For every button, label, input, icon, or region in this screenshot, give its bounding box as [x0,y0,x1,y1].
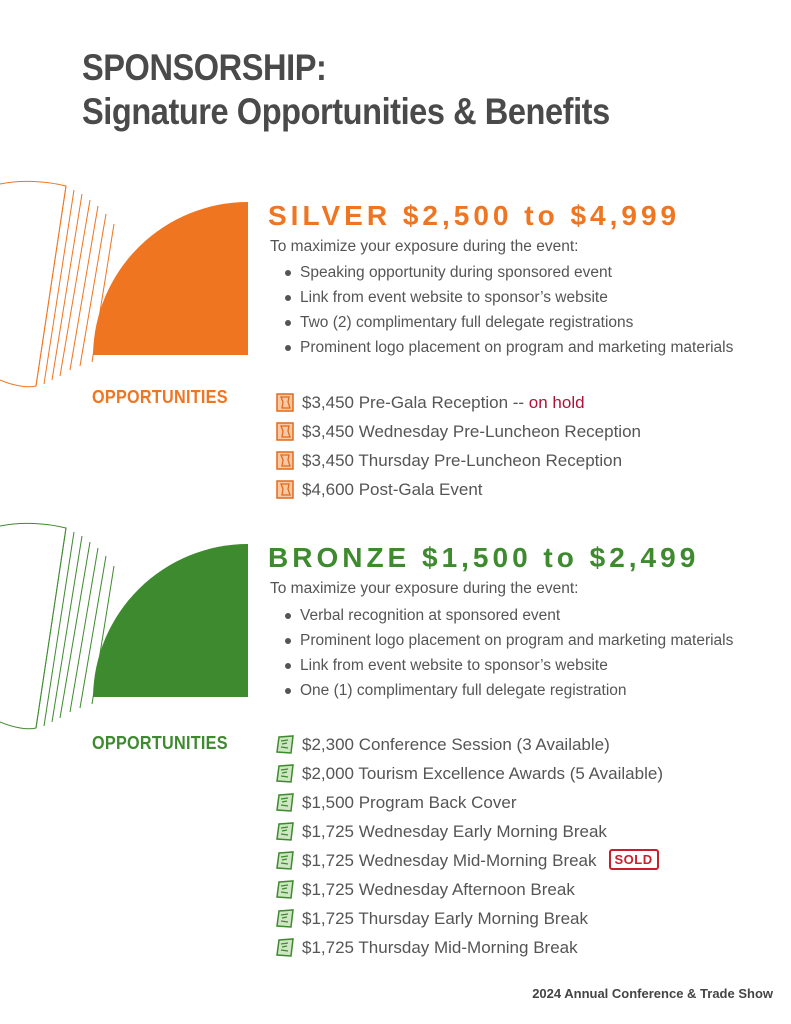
list-item: $2,000 Tourism Excellence Awards (5 Available) [274,759,663,788]
green-ticket-icon [276,793,294,812]
green-ticket-icon [276,822,294,841]
sold-stamp: SOLD [609,849,659,870]
orange-ticket-icon [276,422,294,441]
bullet-icon [285,613,291,619]
list-item: $4,600 Post-Gala Event [274,475,641,504]
page-title [82,46,610,134]
list-item: Link from event website to sponsor’s website [284,285,733,310]
on-hold-status: on hold [528,393,585,412]
list-item: $1,500 Program Back Cover [274,788,663,817]
bullet-icon [285,320,291,326]
list-item: $1,725 Thursday Mid-Morning Break [274,933,663,962]
bullet-icon [285,688,291,694]
list-item: $2,300 Conference Session (3 Available) [274,730,663,759]
bullet-icon [285,345,291,351]
orange-ticket-icon [276,480,294,499]
bullet-icon [285,270,291,276]
green-ticket-icon [276,909,294,928]
list-item: Two (2) complimentary full delegate registrations [284,310,733,335]
bullet-icon [285,295,291,301]
list-item: Verbal recognition at sponsored event [284,603,733,628]
bronze-tier-heading: BRONZE $1,500 to $2,499 [268,542,700,573]
green-ticket-icon [276,735,294,754]
bronze-intro: To maximize your exposure during the event: [270,580,579,597]
page-title-line-2: Signature Opportunities & Benefits [82,91,610,132]
list-item: Link from event website to sponsor’s website [284,653,733,678]
green-ticket-icon [276,764,294,783]
silver-benefits-list [284,260,733,360]
silver-intro: To maximize your exposure during the event: [270,238,579,255]
list-item: One (1) complimentary full delegate registration [284,678,733,703]
green-ticket-icon [276,880,294,899]
bronze-opportunities-list [274,730,663,962]
list-item: $1,725 Wednesday Afternoon Break [274,875,663,904]
list-item: Prominent logo placement on program and marketing materials [284,335,733,360]
bronze-benefits-list [284,603,733,703]
list-item: $1,725 Wednesday Mid-Morning Break SOLD [274,846,663,875]
bronze-hatch-lines [36,528,114,728]
bullet-icon [285,638,291,644]
green-ticket-icon [276,851,294,870]
list-item: $3,450 Wednesday Pre-Luncheon Reception [274,417,641,446]
list-item: $1,725 Wednesday Early Morning Break [274,817,663,846]
list-item: $1,725 Thursday Early Morning Break [274,904,663,933]
bronze-opportunities-label: OPPORTUNITIES [92,733,228,753]
silver-decorative-graphic [0,180,250,390]
silver-opportunities-list [274,388,641,504]
silver-quarter-circle [93,202,248,355]
orange-ticket-icon [276,393,294,412]
orange-ticket-icon [276,451,294,470]
page-title-line-1: SPONSORSHIP: [82,47,327,88]
silver-tier-heading: SILVER $2,500 to $4,999 [268,200,681,231]
silver-opportunities-label: OPPORTUNITIES [92,387,228,407]
bronze-quarter-circle [93,544,248,697]
list-item: Prominent logo placement on program and marketing materials [284,628,733,653]
list-item: $3,450 Pre-Gala Reception -- on hold [274,388,641,417]
bullet-icon [285,663,291,669]
list-item: $3,450 Thursday Pre-Luncheon Reception [274,446,641,475]
silver-hatch-lines [36,186,114,386]
footer-event-name: 2024 Annual Conference & Trade Show [532,986,773,1001]
list-item: Speaking opportunity during sponsored event [284,260,733,285]
green-ticket-icon [276,938,294,957]
bronze-decorative-graphic [0,522,250,732]
